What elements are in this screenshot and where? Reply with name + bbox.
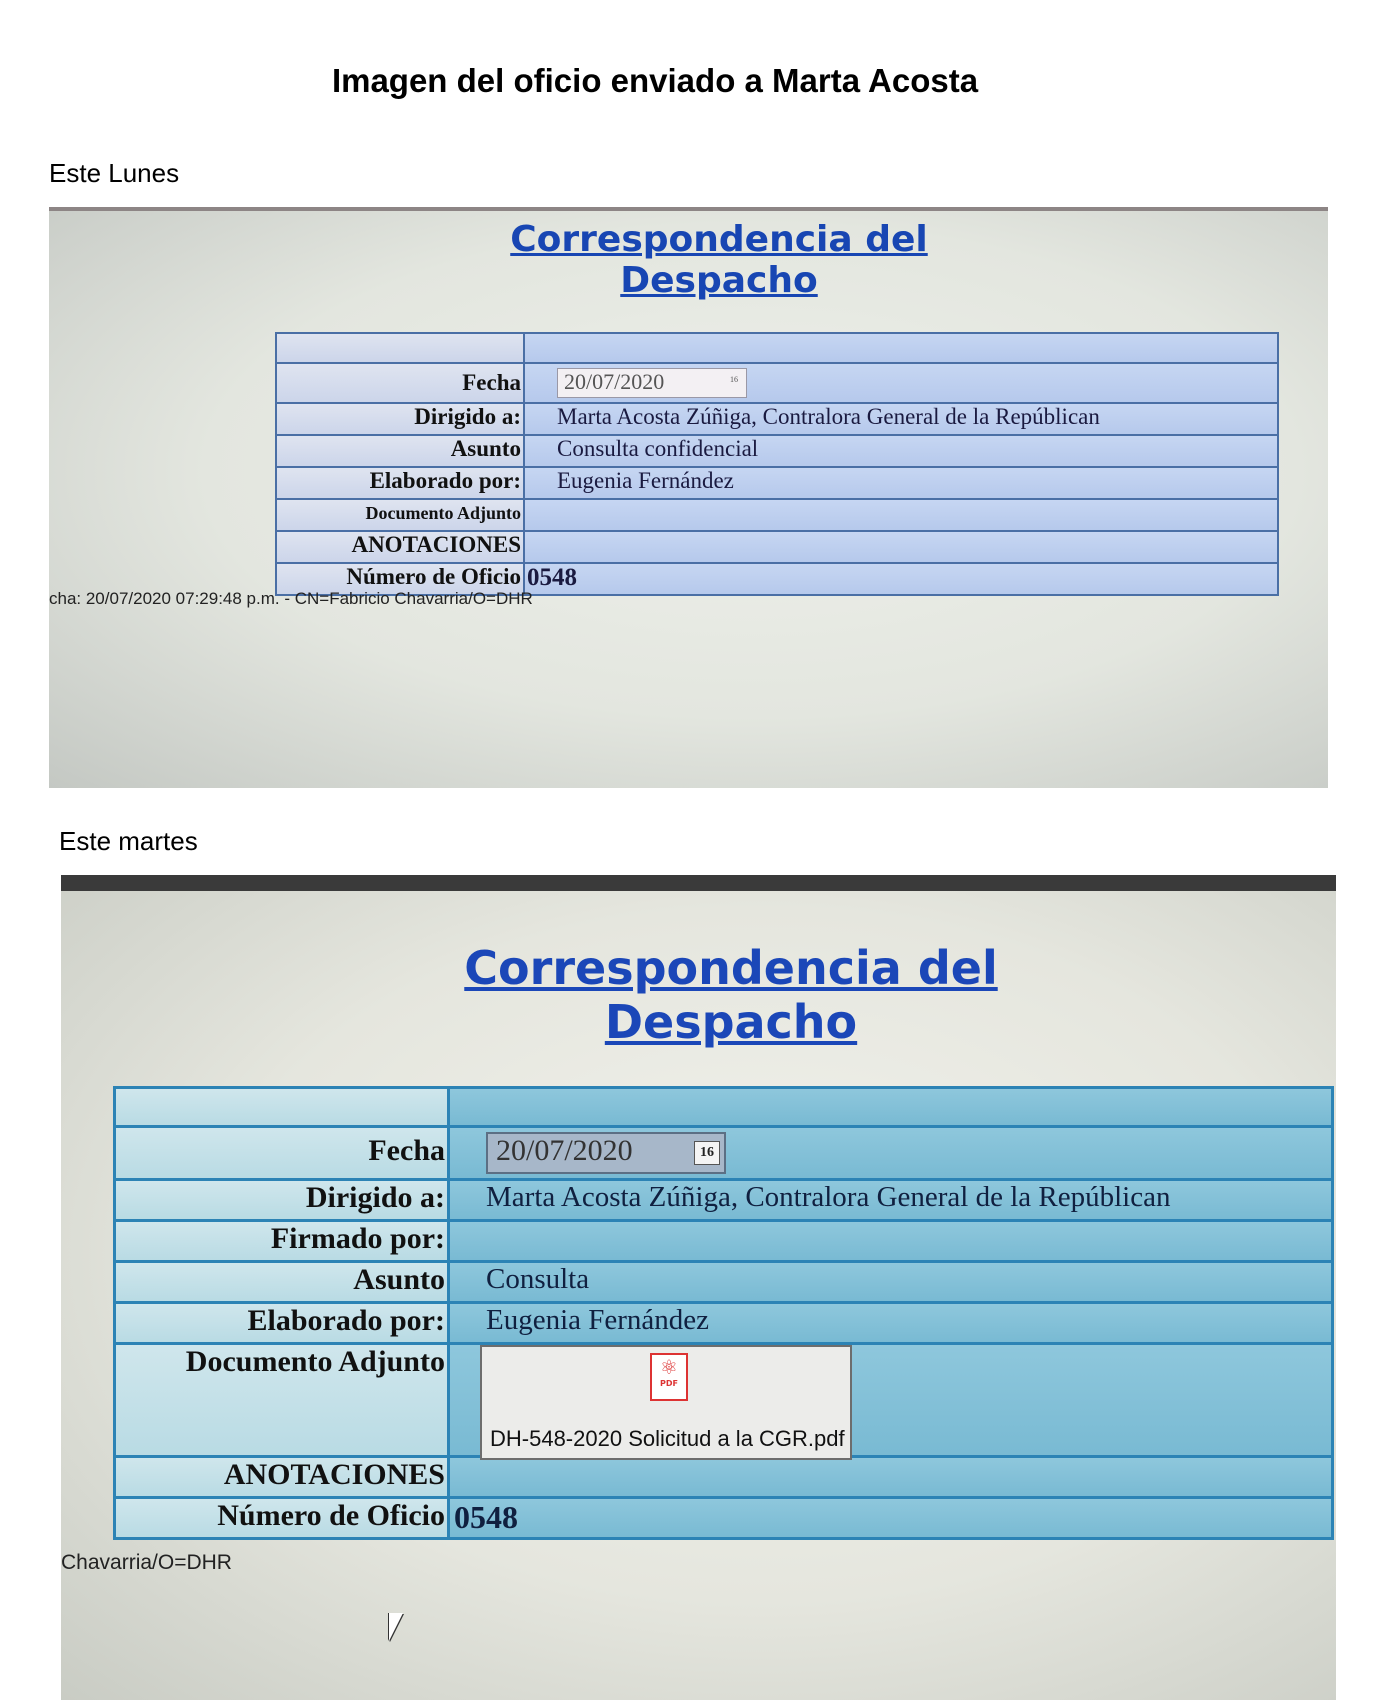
elaborado-label: Elaborado por: — [116, 1304, 450, 1342]
anotaciones-label: ANOTACIONES — [116, 1458, 450, 1496]
app-heading: Correspondencia del Despacho — [510, 219, 928, 301]
row-adjunto — [277, 500, 1277, 532]
elaborado-value[interactable]: Eugenia Fernández — [450, 1304, 1331, 1342]
header-value-cell — [450, 1089, 1331, 1125]
fecha-cell — [450, 1128, 1331, 1178]
calendar-icon[interactable]: 16 — [694, 1141, 720, 1165]
calendar-icon[interactable]: 16 — [730, 375, 738, 384]
attachment-box[interactable] — [480, 1345, 852, 1460]
asunto-label: Asunto — [277, 436, 525, 466]
header-value-cell — [525, 334, 1277, 362]
row-elaborado — [116, 1304, 1331, 1345]
row-firmado — [116, 1222, 1331, 1263]
elaborado-label: Elaborado por: — [277, 468, 525, 498]
asunto-value[interactable]: Consulta confidencial — [525, 436, 1277, 466]
fecha-label: Fecha — [116, 1128, 450, 1178]
status-line: Chavarria/O=DHR — [61, 1551, 232, 1574]
pdf-file-icon[interactable]: ⚛ PDF — [650, 1353, 688, 1401]
fecha-value: 20/07/2020 — [564, 369, 665, 394]
header-label-cell — [277, 334, 525, 362]
dirigido-value[interactable]: Marta Acosta Zúñiga, Contralora General de la Repúblican — [450, 1181, 1331, 1219]
caption-monday: Este Lunes — [49, 158, 180, 188]
form-header-row — [116, 1089, 1331, 1128]
header-label-cell — [116, 1089, 450, 1125]
row-asunto — [116, 1263, 1331, 1304]
numero-label: Número de Oficio — [277, 564, 525, 594]
asunto-label: Asunto — [116, 1263, 450, 1301]
dirigido-value[interactable]: Marta Acosta Zúñiga, Contralora General de la Repúblican — [525, 404, 1277, 434]
dirigido-label: Dirigido a: — [116, 1181, 450, 1219]
status-line: cha: 20/07/2020 07:29:48 p.m. - CN=Fabricio Chavarria/O=DHR — [49, 589, 533, 608]
dirigido-label: Dirigido a: — [277, 404, 525, 434]
elaborado-value[interactable]: Eugenia Fernández — [525, 468, 1277, 498]
row-anotaciones — [116, 1458, 1331, 1499]
anotaciones-value[interactable] — [450, 1458, 1331, 1496]
fecha-value: 20/07/2020 — [496, 1134, 633, 1167]
adjunto-label: Documento Adjunto — [116, 1345, 450, 1455]
fecha-input[interactable] — [486, 1132, 726, 1174]
numero-value[interactable]: 0548 — [525, 564, 1277, 594]
adjunto-label: Documento Adjunto — [277, 500, 525, 530]
row-elaborado — [277, 468, 1277, 500]
correspondence-form — [113, 1086, 1334, 1540]
row-anotaciones — [277, 532, 1277, 564]
document-title: Imagen del oficio enviado a Marta Acosta — [331, 62, 979, 99]
asunto-value[interactable]: Consulta — [450, 1263, 1331, 1301]
firmado-value[interactable] — [450, 1222, 1331, 1260]
row-dirigido — [277, 404, 1277, 436]
anotaciones-label: ANOTACIONES — [277, 532, 525, 562]
form-header-row — [277, 334, 1277, 364]
caption-tuesday: Este martes — [59, 826, 198, 856]
attachment-filename[interactable]: DH-548-2020 Solicitud a la CGR.pdf — [490, 1426, 845, 1451]
correspondence-form — [275, 332, 1279, 596]
row-fecha — [277, 364, 1277, 404]
numero-value[interactable]: 0548 — [450, 1499, 1331, 1537]
row-asunto — [277, 436, 1277, 468]
numero-label: Número de Oficio — [116, 1499, 450, 1537]
adjunto-value[interactable] — [525, 500, 1277, 530]
app-heading: Correspondencia del Despacho — [464, 941, 998, 1049]
row-adjunto — [116, 1345, 1331, 1458]
screenshot-photo-tuesday — [61, 875, 1336, 1700]
row-fecha — [116, 1128, 1331, 1181]
adjunto-cell — [450, 1345, 1331, 1455]
anotaciones-value[interactable] — [525, 532, 1277, 562]
row-dirigido — [116, 1181, 1331, 1222]
fecha-cell — [525, 364, 1277, 402]
row-numero — [116, 1499, 1331, 1537]
mouse-cursor-icon — [389, 1613, 403, 1641]
screenshot-photo-monday — [49, 207, 1328, 788]
fecha-label: Fecha — [277, 364, 525, 402]
fecha-input[interactable] — [557, 368, 747, 398]
firmado-label: Firmado por: — [116, 1222, 450, 1260]
